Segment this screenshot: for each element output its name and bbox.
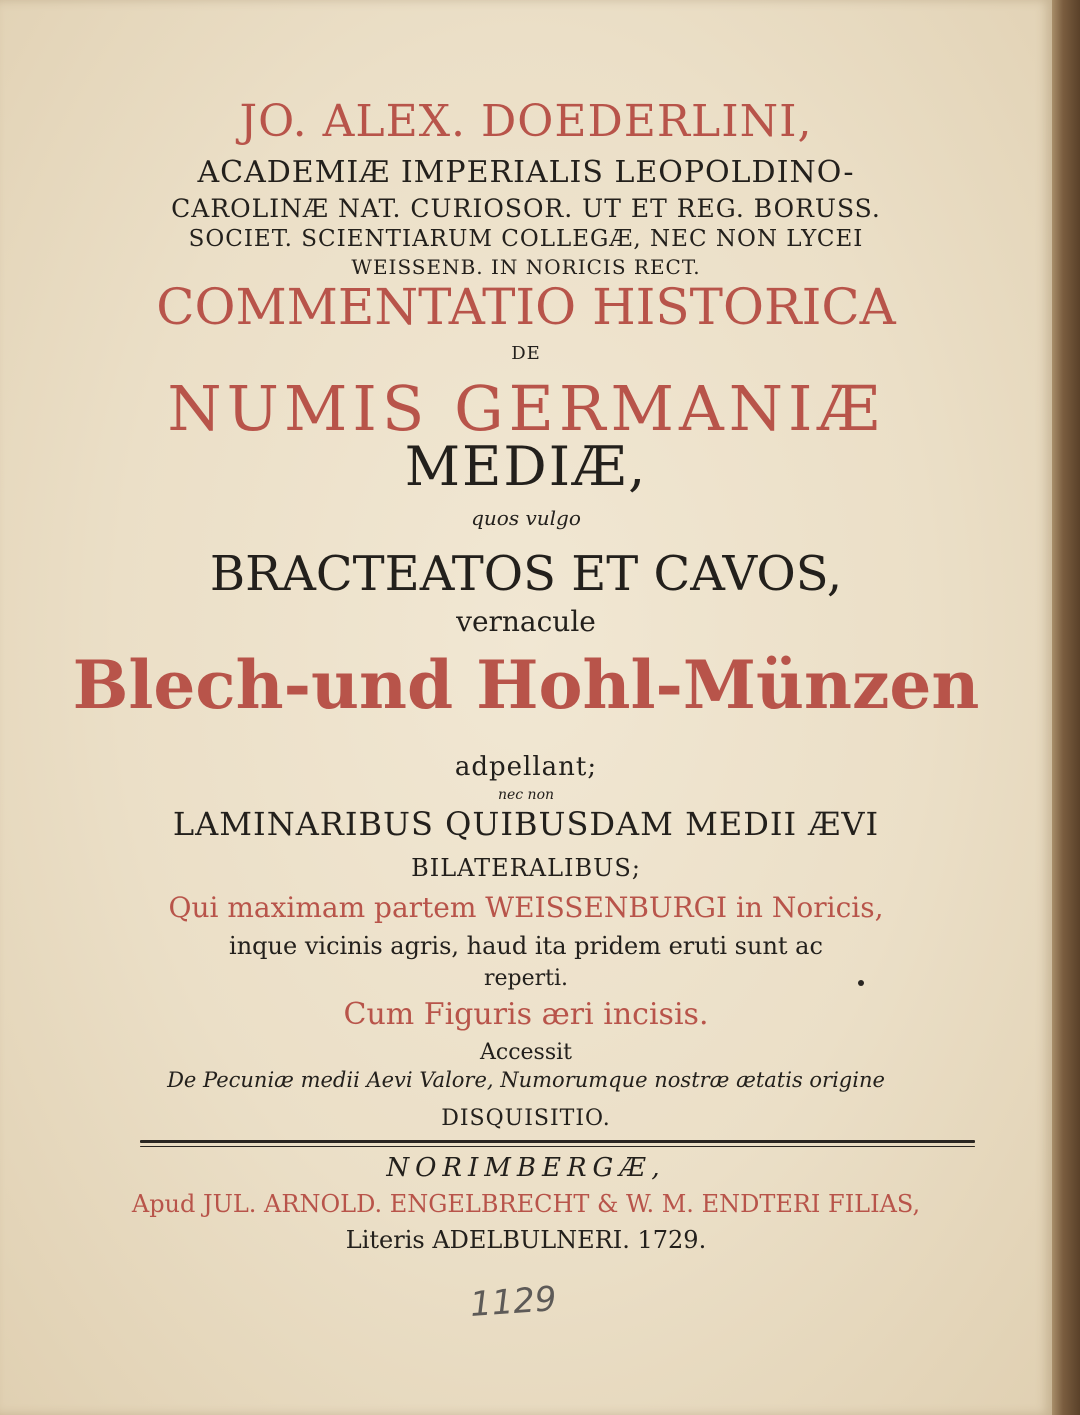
subject-line-1: NUMIS GERMANIÆ xyxy=(167,372,885,445)
subject-line-2: MEDIÆ, xyxy=(404,435,648,498)
de-word: DE xyxy=(511,343,541,364)
nec-non: nec non xyxy=(497,787,555,803)
disquisitio-word: DISQUISITIO. xyxy=(441,1106,611,1131)
imprint-rule-top xyxy=(140,1140,975,1143)
imprint-publisher: Apud JUL. ARNOLD. ENGELBRECHT & W. M. ENDTERI FILIAS, xyxy=(131,1190,921,1218)
qui-maximam-line: Qui maximam partem WEISSENBURGI in Noricis, xyxy=(168,891,884,924)
affiliation-line-4: WEISSENB. IN NORICIS RECT. xyxy=(351,255,701,279)
inque-vicinis-line: inque vicinis agris, haud ita pridem eruti sunt ac xyxy=(229,932,823,960)
accessit-word: Accessit xyxy=(479,1040,572,1065)
author-name: JO. ALEX. DOEDERLINI, xyxy=(239,96,813,147)
imprint-city: NORIMBERGÆ, xyxy=(386,1153,666,1183)
imprint-rule-bottom xyxy=(140,1146,975,1147)
handwritten-shelf-note: 1129 xyxy=(468,1279,558,1325)
adpellant-word: adpellant; xyxy=(454,752,598,782)
german-title-blackletter: Blech-und Hohl-Münzen xyxy=(72,646,980,724)
vernacule-word: vernacule xyxy=(456,605,596,638)
work-title: COMMENTATIO HISTORICA xyxy=(156,278,896,336)
cum-figuris-line: Cum Figuris æri incisis. xyxy=(343,997,709,1032)
affiliation-line-1: ACADEMIÆ IMPERIALIS LEOPOLDINO- xyxy=(197,155,855,190)
affiliation-line-3: SOCIET. SCIENTIARUM COLLEGÆ, NEC NON LYCEI xyxy=(188,226,864,252)
de-pecunia-line: De Pecuniæ medii Aevi Valore, Numorumque nostræ ætatis origine xyxy=(167,1068,885,1092)
ink-dot xyxy=(858,980,864,986)
imprint-printer-year: Literis ADELBULNERI. 1729. xyxy=(345,1226,707,1254)
bilateralibus-line: BILATERALIBUS; xyxy=(411,854,641,882)
bracteatos-line: BRACTEATOS ET CAVOS, xyxy=(209,546,843,602)
affiliation-line-2: CAROLINÆ NAT. CURIOSOR. UT ET REG. BORUSS. xyxy=(171,194,881,223)
laminaribus-line: LAMINARIBUS QUIBUSDAM MEDII ÆVI xyxy=(172,805,880,843)
book-spine-edge xyxy=(1052,0,1080,1415)
reperti-word: reperti. xyxy=(483,966,569,991)
quos-vulgo: quos vulgo xyxy=(471,506,581,530)
